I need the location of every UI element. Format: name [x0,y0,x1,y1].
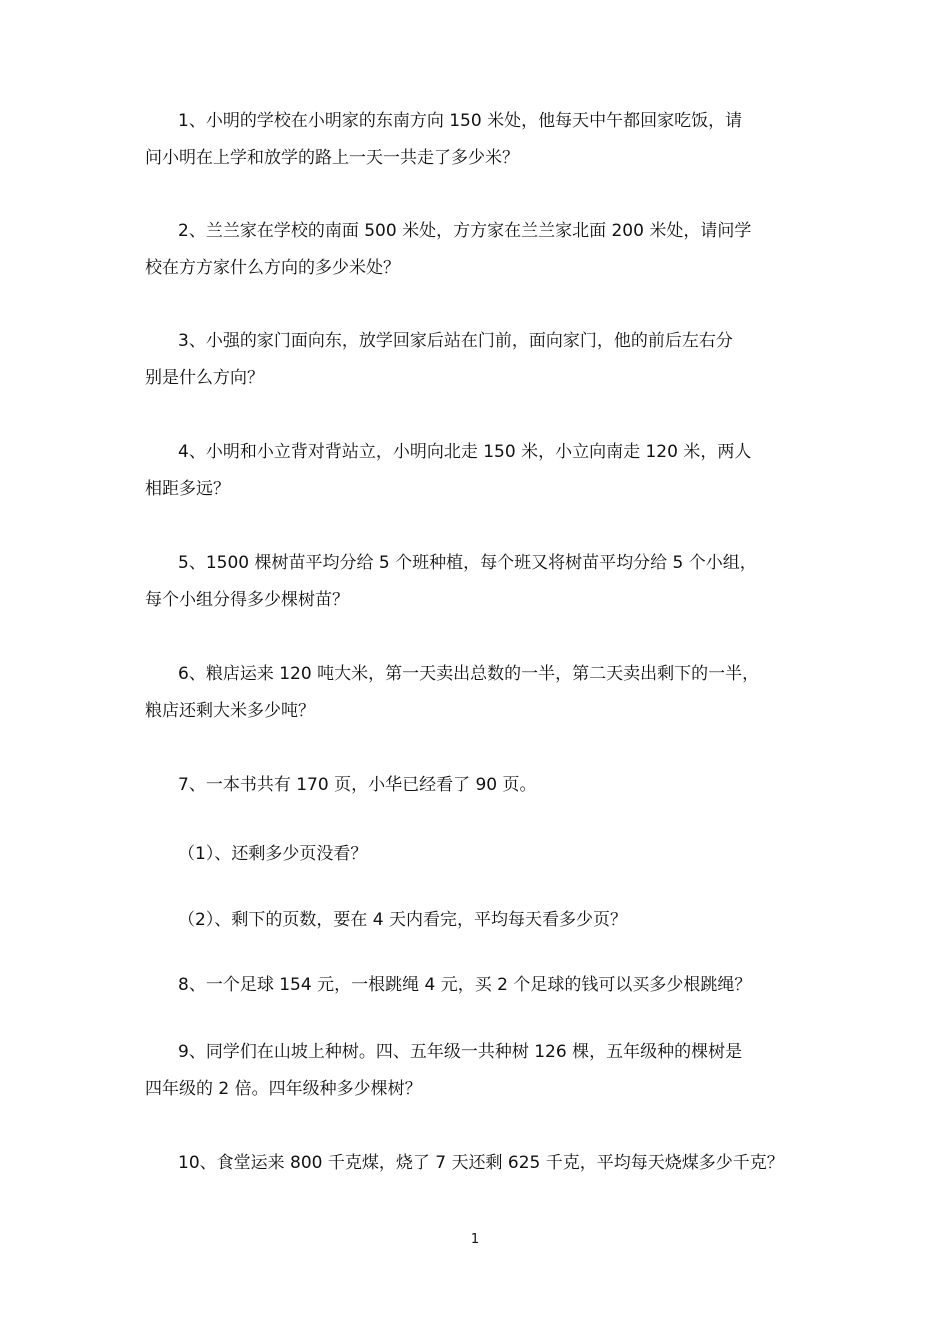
problem-2 [145,213,813,287]
problem-7 [145,767,813,804]
problem-line: 4、小明和小立背对背站立，小明向北走 150 米，小立向南走 120 米，两人 [178,442,752,462]
problem-line: 每个小组分得多少棵树苗？ [145,590,349,610]
problem-line: 6、粮店运来 120 吨大米，第一天卖出总数的一半，第二天卖出剩下的一半， [178,664,760,684]
problem-8 [145,967,813,1004]
problem-line: 7、一本书共有 170 页，小华已经看了 90 页。 [178,775,537,795]
problem-line: 1、小明的学校在小明家的东南方向 150 米处，他每天中午都回家吃饭，请 [178,111,743,131]
problem-line: 5、1500 棵树苗平均分给 5 个班种植，每个班又将树苗平均分给 5 个小组， [178,553,757,573]
problem-5 [145,545,813,619]
problem-4 [145,434,813,508]
problem-7-sub-2 [145,902,813,939]
problem-line: 校在方方家什么方向的多少米处？ [145,258,400,278]
problem-10 [145,1145,813,1182]
problem-line: （2）、剩下的页数，要在 4 天内看完，平均每天看多少页？ [178,910,627,930]
problem-7-sub-1 [145,836,813,873]
problem-line: 四年级的 2 倍。四年级种多少棵树？ [145,1079,422,1099]
problem-line: 粮店还剩大米多少吨？ [145,701,315,721]
problem-6 [145,656,813,730]
problem-line: 9、同学们在山坡上种树。四、五年级一共种树 126 棵，五年级种的棵树是 [178,1042,743,1062]
problem-line: 相距多远？ [145,479,230,499]
problem-1 [145,103,813,177]
problem-line: 3、小强的家门面向东，放学回家后站在门前，面向家门，他的前后左右分 [178,331,733,351]
problem-line: 问小明在上学和放学的路上一天一共走了多少米？ [145,148,519,168]
problem-3 [145,323,813,397]
page-number: 1 [470,1232,480,1247]
problem-9 [145,1034,813,1108]
problem-line: 别是什么方向？ [145,368,264,388]
problem-line: 10、食堂运来 800 千克煤，烧了 7 天还剩 625 千克，平均每天烧煤多少千克？ [178,1153,784,1173]
problem-line: 2、兰兰家在学校的南面 500 米处，方方家在兰兰家北面 200 米处，请问学 [178,221,752,241]
problem-line: 8、一个足球 154 元，一根跳绳 4 元，买 2 个足球的钱可以买多少根跳绳？ [178,975,752,995]
problem-line: （1）、还剩多少页没看？ [178,844,368,864]
